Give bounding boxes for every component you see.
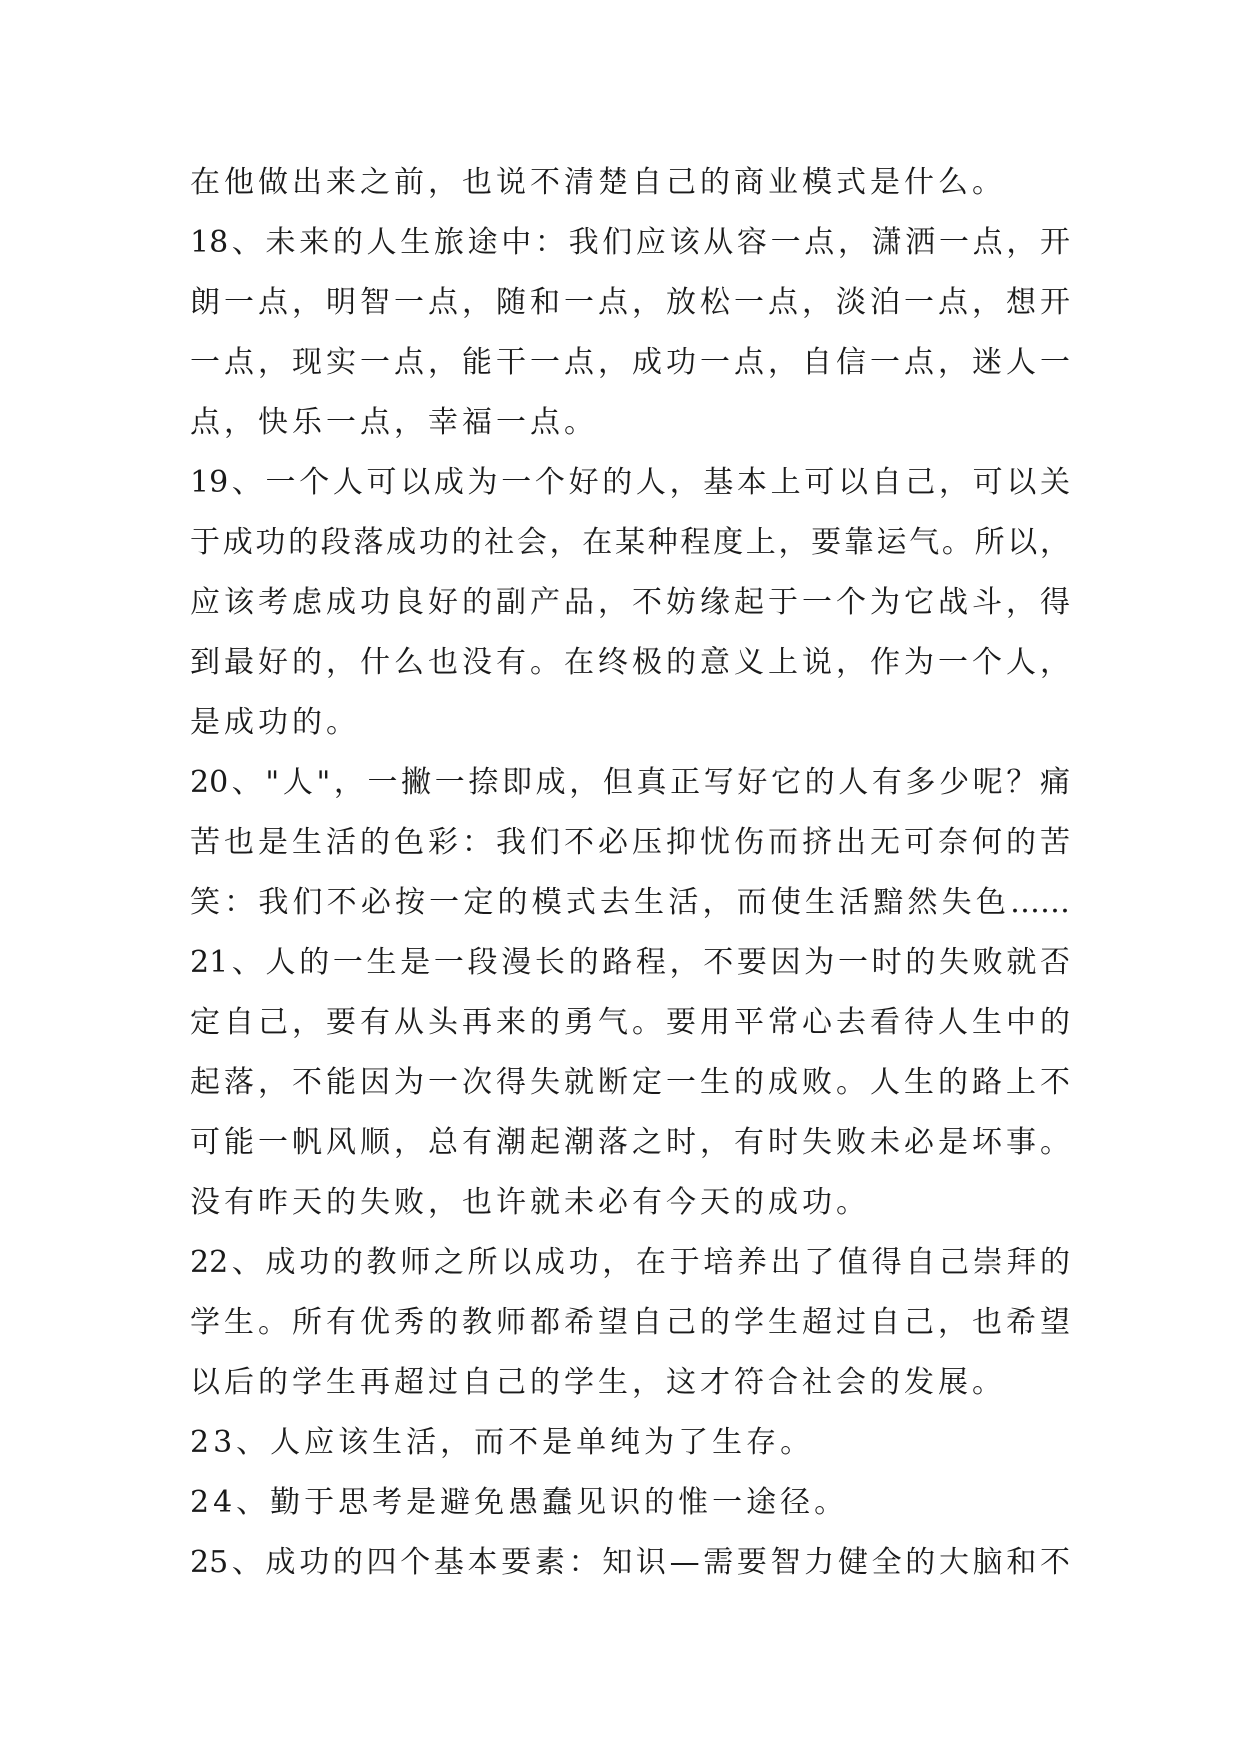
text-line: 可能一帆风顺，总有潮起潮落之时，有时失败未必是坏事。 — [190, 1125, 1070, 1160]
text-line: 应该考虑成功良好的副产品，不妨缘起于一个为它战斗，得 — [190, 585, 1070, 620]
text-line: 没有昨天的失败，也许就未必有今天的成功。 — [190, 1185, 870, 1220]
text-line: 以后的学生再超过自己的学生，这才符合社会的发展。 — [190, 1365, 1006, 1400]
text-line: 苦也是生活的色彩：我们不必压抑忧伤而挤出无可奈何的苦 — [190, 825, 1070, 860]
text-line: 于成功的段落成功的社会，在某种程度上，要靠运气。所以， — [190, 525, 1070, 560]
text-line: 20、"人"，一撇一捺即成，但真正写好它的人有多少呢？痛 — [190, 765, 1070, 800]
text-line: 18、未来的人生旅途中：我们应该从容一点，潇洒一点，开 — [190, 225, 1070, 260]
document-body — [190, 153, 1070, 1593]
text-line: 一点，现实一点，能干一点，成功一点，自信一点，迷人一 — [190, 345, 1070, 380]
text-line: 21、人的一生是一段漫长的路程，不要因为一时的失败就否 — [190, 945, 1070, 980]
text-line: 19、一个人可以成为一个好的人，基本上可以自己，可以关 — [190, 465, 1070, 500]
text-line: 24、勤于思考是避免愚蠢见识的惟一途径。 — [190, 1485, 849, 1520]
text-line: 25、成功的四个基本要素：知识—需要智力健全的大脑和不 — [190, 1545, 1070, 1580]
text-line: 到最好的，什么也没有。在终极的意义上说，作为一个人， — [190, 645, 1070, 680]
text-line: 在他做出来之前，也说不清楚自己的商业模式是什么。 — [190, 165, 1006, 200]
text-line: 定自己，要有从头再来的勇气。要用平常心去看待人生中的 — [190, 1005, 1070, 1040]
text-line: 23、人应该生活，而不是单纯为了生存。 — [190, 1425, 815, 1460]
text-line: 是成功的。 — [190, 705, 360, 740]
text-line: 起落，不能因为一次得失就断定一生的成败。人生的路上不 — [190, 1065, 1070, 1100]
text-line: 朗一点，明智一点，随和一点，放松一点，淡泊一点，想开 — [190, 285, 1070, 320]
text-line: 笑：我们不必按一定的模式去生活，而使生活黯然失色…… — [190, 885, 1070, 920]
text-line: 点，快乐一点，幸福一点。 — [190, 405, 598, 440]
text-line: 学生。所有优秀的教师都希望自己的学生超过自己，也希望 — [190, 1305, 1070, 1340]
text-line: 22、成功的教师之所以成功，在于培养出了值得自己崇拜的 — [190, 1245, 1070, 1280]
